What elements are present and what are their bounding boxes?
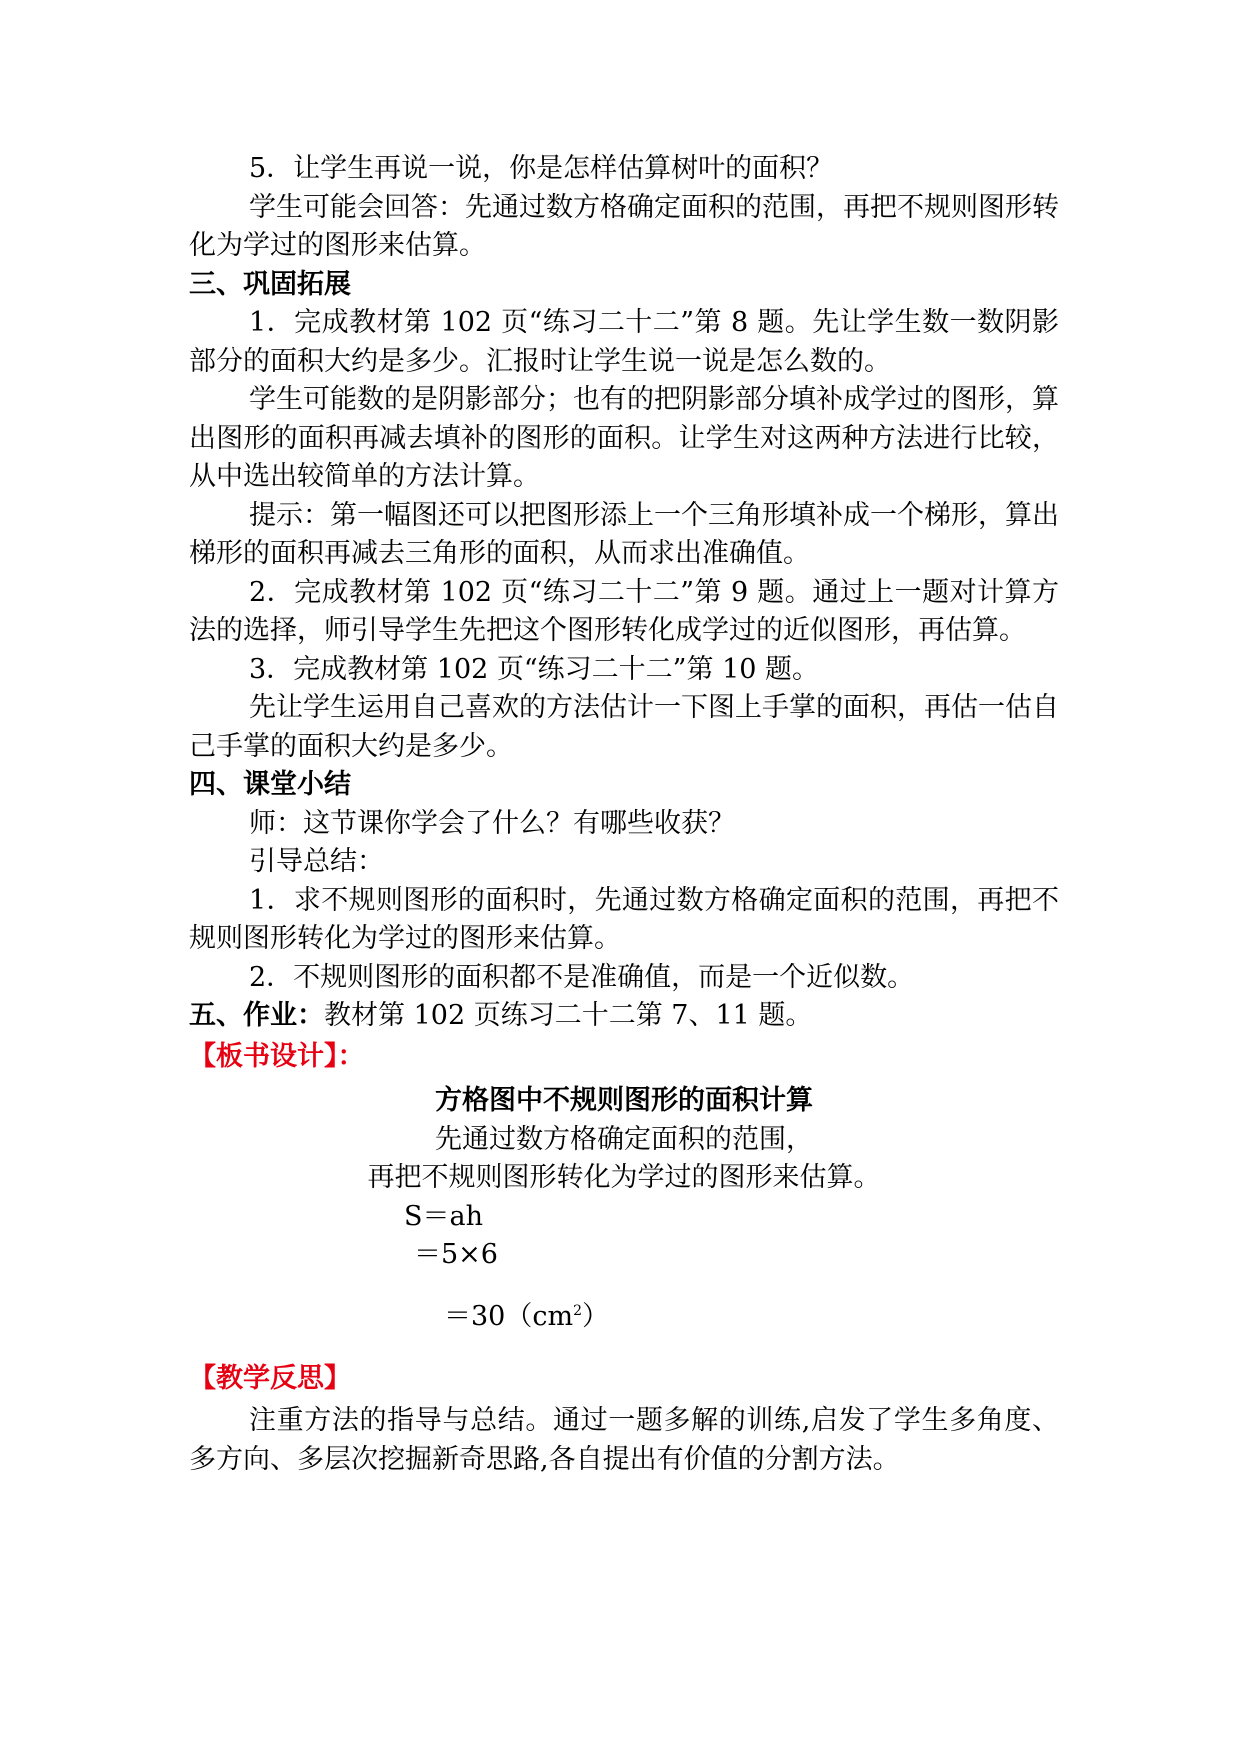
formula-superscript: 2: [573, 1302, 583, 1319]
board-line-1: 先通过数方格确定面积的范围，: [435, 1123, 813, 1155]
section-heading-homework: [189, 997, 1059, 1036]
formula-line-1: S＝ah: [404, 1200, 483, 1232]
formula-line-3-main: ＝30（cm: [444, 1300, 574, 1332]
formula-line-3-end: ）: [582, 1300, 610, 1332]
reflection-text: 注重方法的指导与总结。通过一题多解的训练,启发了学生多角度、多方向、多层次挖掘新奇思路,各自提出有价值的分割方法。: [189, 1405, 1059, 1475]
paragraph-student-answer: 学生可能会回答：先通过数方格确定面积的范围，再把不规则图形转化为学过的图形来估算。: [189, 191, 1059, 261]
paragraph-student-methods: 学生可能数的是阴影部分；也有的把阴影部分填补成学过的图形，算出图形的面积再减去填补的图形的面积。让学生对这两种方法进行比较，从中选出较简单的方法计算。: [189, 384, 1059, 492]
reflection-label: 【教学反思】: [189, 1362, 351, 1394]
section-heading-summary: 四、课堂小结: [189, 769, 351, 800]
paragraph-exercise-8: 1．完成教材第 102 页“练习二十二”第 8 题。先让学生数一数阴影部分的面积大约是多少。汇报时让学生说一说是怎么数的。: [189, 307, 1059, 377]
paragraph-teacher-question: 师：这节课你学会了什么？有哪些收获？: [249, 807, 735, 839]
paragraph-hint: 提示：第一幅图还可以把图形添上一个三角形填补成一个梯形，算出梯形的面积再减去三角形的面积，从而求出准确值。: [189, 499, 1059, 569]
homework-label: 五、作业：: [189, 1000, 324, 1031]
document-content: [189, 150, 1059, 1479]
paragraph-summary-2: 2．不规则图形的面积都不是准确值，而是一个近似数。: [249, 961, 915, 993]
board-design-label: 【板书设计】：: [189, 1040, 365, 1072]
board-line-2: 再把不规则图形转化为学过的图形来估算。: [367, 1162, 881, 1193]
paragraph-exercise-10: 3．完成教材第 102 页“练习二十二”第 10 题。: [249, 653, 820, 685]
paragraph-summary-1: 1．求不规则图形的面积时，先通过数方格确定面积的范围，再把不规则图形转化为学过的图形来估算。: [189, 884, 1059, 954]
formula-line-3: [444, 1292, 1059, 1336]
formula-line-2: ＝5×6: [414, 1238, 498, 1270]
paragraph-exercise-9: 2．完成教材第 102 页“练习二十二”第 9 题。通过上一题对计算方法的选择，师引导学生先把这个图形转化成学过的近似图形，再估算。: [189, 576, 1059, 646]
homework-text: 教材第 102 页练习二十二第 7、11 题。: [324, 1000, 813, 1031]
section-heading-consolidate: 三、巩固拓展: [189, 268, 351, 300]
paragraph-step5: 5．让学生再说一说，你是怎样估算树叶的面积？: [249, 153, 834, 184]
paragraph-palm-estimate: 先让学生运用自己喜欢的方法估计一下图上手掌的面积，再估一估自己手掌的面积大约是多少。: [189, 692, 1059, 762]
board-title: 方格图中不规则图形的面积计算: [435, 1085, 813, 1116]
paragraph-guided-summary: 引导总结：: [249, 846, 384, 877]
